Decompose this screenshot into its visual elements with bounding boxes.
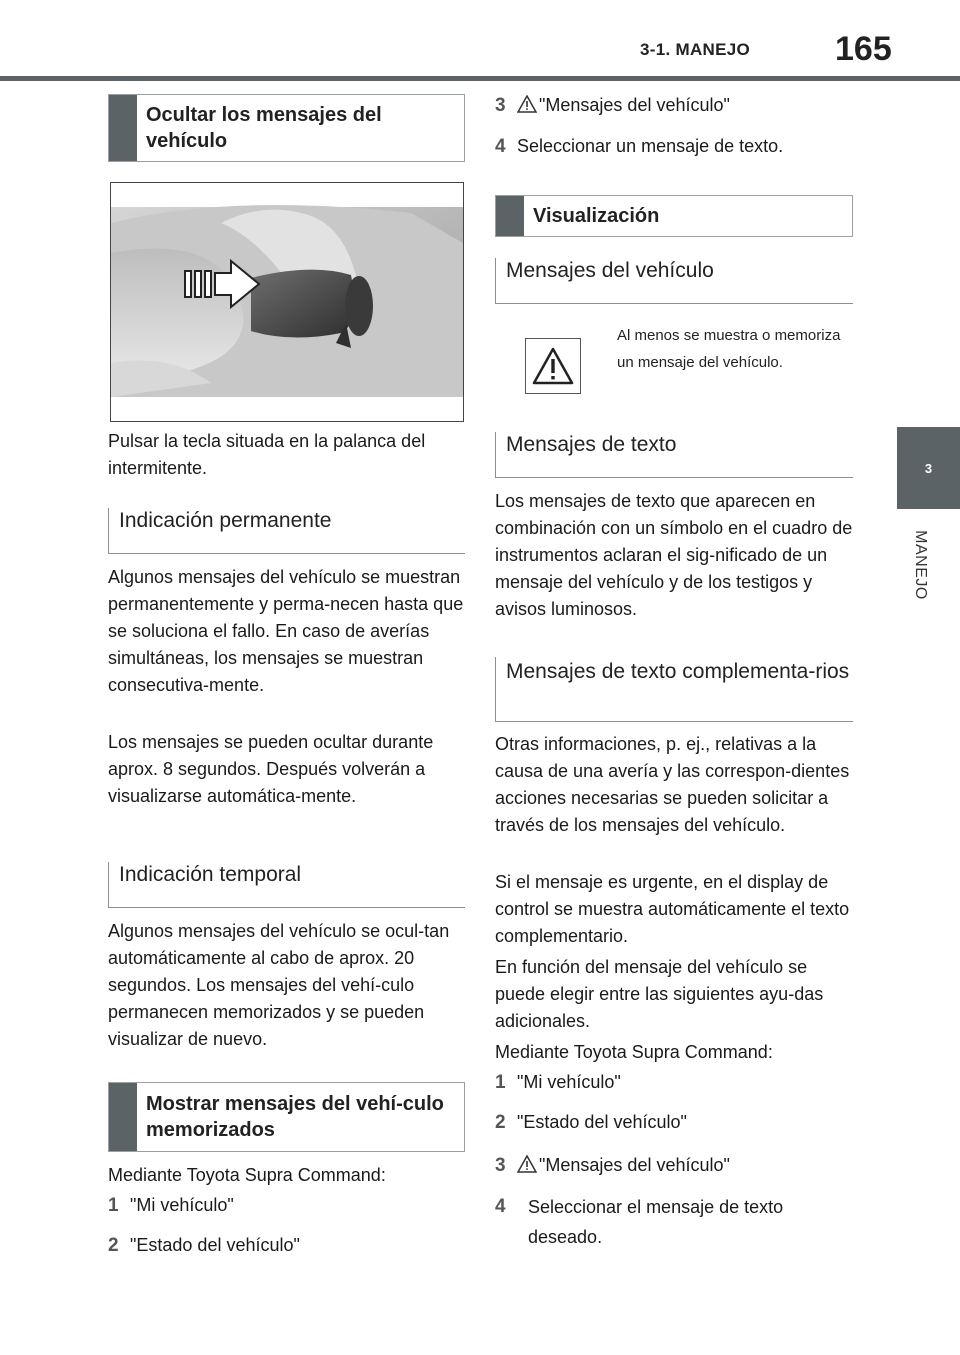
paragraph-temporary: Algunos mensajes del vehículo se ocul-tan automáticamente al cabo de aprox. 20 segundos. Los mensajes del vehí-culo permanecen memorizados y se pueden visualizar de nuevo. <box>108 921 450 1049</box>
section-title: 3-1. MANEJO <box>640 40 751 59</box>
paragraph-permanent-1: Algunos mensajes del vehículo se muestran permanentemente y perma-necen hasta que se soluciona el fallo. En caso de averías simultáneas, los mensajes se muestran consecutiva-mente. <box>108 567 464 695</box>
heading-bar <box>109 95 137 161</box>
heading-text: Ocultar los mensajes del vehículo <box>146 104 382 152</box>
list-item: 4 Seleccionar el mensaje de texto deseado. <box>495 1196 784 1247</box>
subheading-temporary: Indicación temporal <box>108 862 465 908</box>
lever-image <box>111 183 463 421</box>
chapter-tab <box>897 427 960 509</box>
list-item: 2 "Estado del vehículo" <box>108 1235 300 1256</box>
list-item: 1 "Mi vehículo" <box>495 1072 621 1093</box>
paragraph-text-messages: Los mensajes de texto que aparecen en combinación con un símbolo en el cuadro de instrumentos aclaran el sig-nificado de un mensaje del vehículo y de los testigos y avisos luminosos. <box>495 491 853 619</box>
chapter-label: MANEJO <box>912 530 930 600</box>
paragraph-permanent-2: Los mensajes se pueden ocultar durante aprox. 8 segundos. Después volverán a visualizarse automática-mente. <box>108 732 434 806</box>
heading-bar <box>109 1083 137 1151</box>
list-item: 3 "Mensajes del vehículo" <box>495 95 730 116</box>
subheading-supplementary: Mensajes de texto complementa-rios <box>495 657 853 722</box>
heading-show-memorized <box>108 1082 465 1152</box>
list-item: 2 "Estado del vehículo" <box>495 1112 687 1133</box>
heading-text: Visualización <box>533 205 660 227</box>
subheading-vehicle-messages: Mensajes del vehículo <box>495 258 853 304</box>
heading-text: Mostrar mensajes del vehí-culo memorizados <box>146 1093 444 1141</box>
list-item: 3 "Mensajes del vehículo" <box>495 1155 730 1176</box>
page-number: 165 <box>835 30 892 68</box>
header-rule <box>0 76 960 81</box>
heading-hide-messages <box>108 94 465 162</box>
turn-signal-lever-illustration <box>110 182 464 422</box>
paragraph-supplementary-3: En función del mensaje del vehículo se puede elegir entre las siguientes ayu-das adicionales. <box>495 957 824 1031</box>
warning-symbol-box <box>525 338 581 394</box>
caption-text: Pulsar la tecla situada en la palanca del intermitente. <box>108 431 426 478</box>
subheading-permanent: Indicación permanente <box>108 508 465 554</box>
warning-triangle-icon <box>532 347 574 385</box>
paragraph-supplementary-1: Otras informaciones, p. ej., relativas a la causa de una avería y las correspon-dientes acciones necesarias se pueden solicitar a través de los mensajes del vehículo. <box>495 734 850 835</box>
heading-bar <box>496 196 524 236</box>
chapter-number: 3 <box>924 460 933 476</box>
intro-command-right: Mediante Toyota Supra Command: <box>495 1042 773 1062</box>
list-item: 4 Seleccionar un mensaje de texto. <box>495 136 784 157</box>
warning-description: Al menos se muestra o memoriza un mensaje del vehículo. <box>617 327 841 371</box>
subheading-text-messages: Mensajes de texto <box>495 432 853 478</box>
paragraph-supplementary-2: Si el mensaje es urgente, en el display de control se muestra automáticamente el texto complementario. <box>495 872 850 946</box>
warning-triangle-icon <box>517 95 537 113</box>
warning-triangle-icon <box>517 1155 537 1173</box>
heading-display <box>495 195 853 237</box>
intro-command-left: Mediante Toyota Supra Command: <box>108 1165 386 1185</box>
list-item: 1 "Mi vehículo" <box>108 1195 234 1216</box>
